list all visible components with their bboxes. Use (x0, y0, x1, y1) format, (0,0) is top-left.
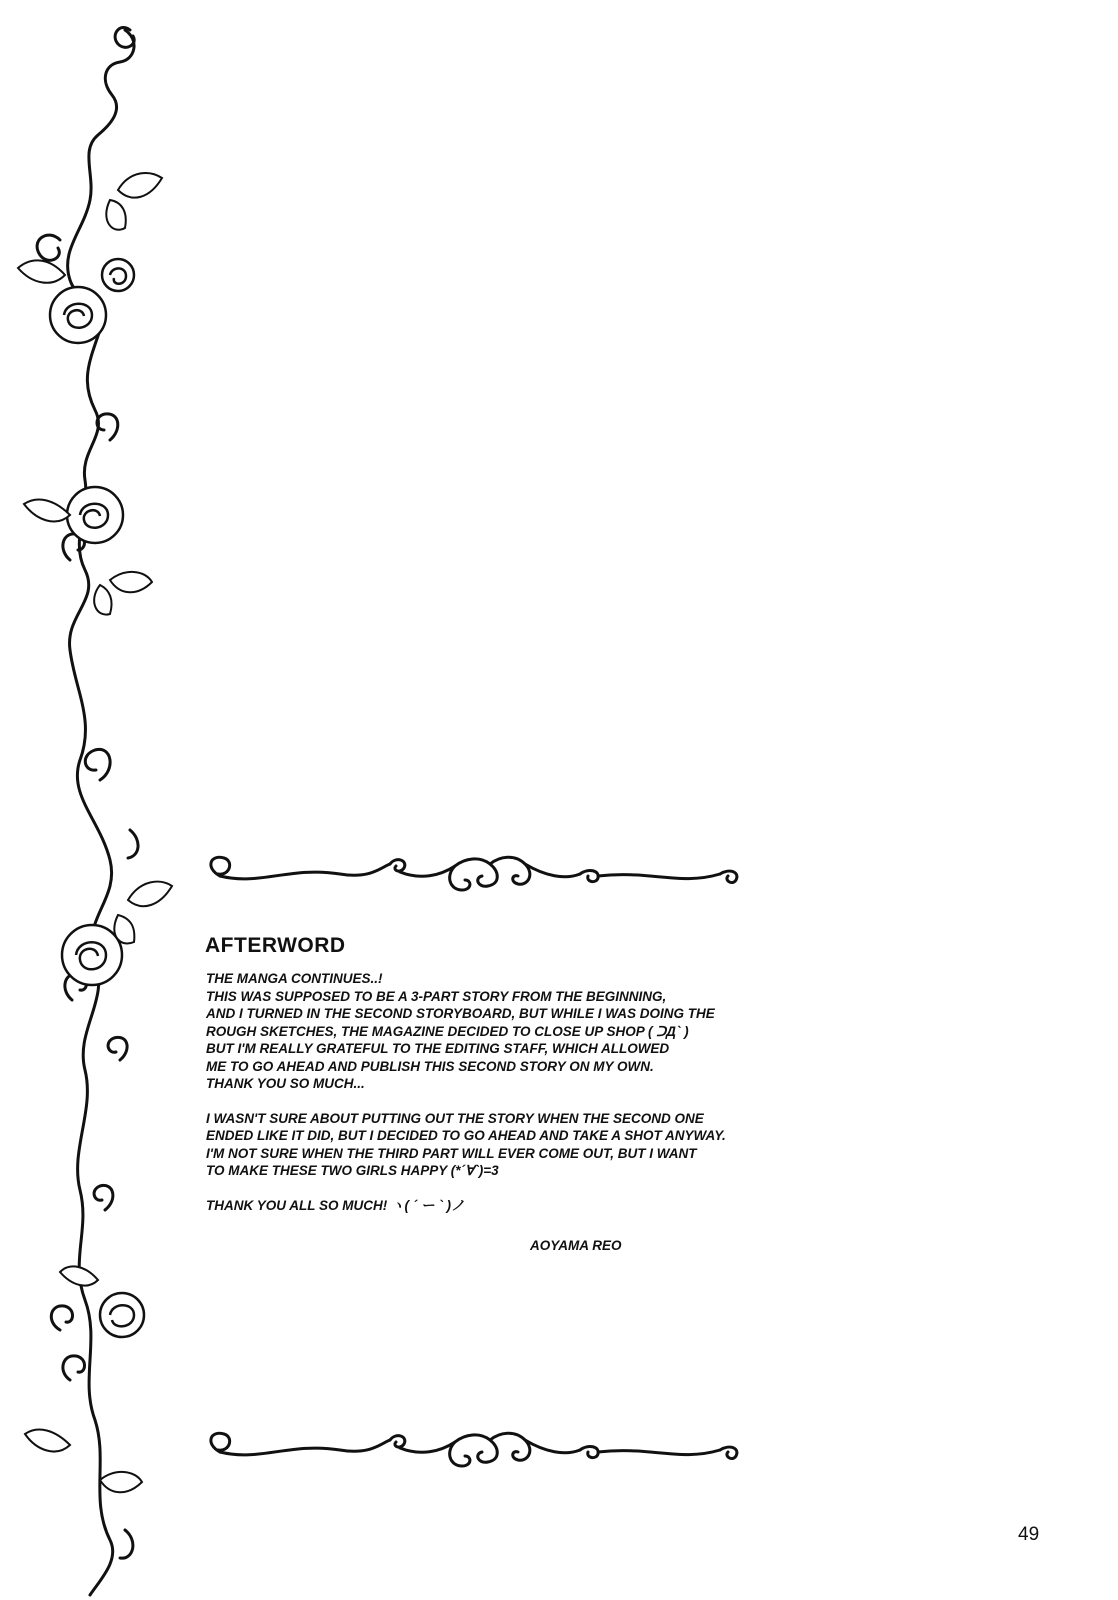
author-signature: AOYAMA REO (530, 1238, 622, 1253)
body-line: ME TO GO AHEAD AND PUBLISH THIS SECOND STORY ON MY OWN. (206, 1058, 654, 1074)
bottom-divider-ornament (200, 1422, 760, 1482)
rose-vine-ornament (0, 0, 190, 1600)
body-line: AND I TURNED IN THE SECOND STORYBOARD, BUT WHILE I WAS DOING THE (206, 1006, 715, 1021)
body-line: THE MANGA CONTINUES..! (206, 971, 383, 986)
afterword-heading: AFTERWORD (205, 934, 346, 957)
body-line: TO MAKE THESE TWO GIRLS HAPPY (*ˊ∀ˋ)=3 (206, 1163, 499, 1178)
body-line: THANK YOU SO MUCH... (206, 1076, 365, 1091)
body-line: I WASN'T SURE ABOUT PUTTING OUT THE STORY WHEN THE SECOND ONE (206, 1110, 704, 1126)
body-line: ROUGH SKETCHES, THE MAGAZINE DECIDED TO CLOSE UP SHOP ( ᑐДˋ ) (206, 1023, 689, 1039)
body-line: BUT I'M REALLY GRATEFUL TO THE EDITING STAFF, WHICH ALLOWED (206, 1041, 670, 1056)
body-line: ENDED LIKE IT DID, BUT I DECIDED TO GO AHEAD AND TAKE A SHOT ANYWAY. (206, 1128, 726, 1143)
afterword-body (206, 970, 826, 1214)
body-line: THIS WAS SUPPOSED TO BE A 3-PART STORY FROM THE BEGINNING, (206, 988, 667, 1004)
page-number: 49 (1018, 1524, 1040, 1545)
body-line: THANK YOU ALL SO MUCH! ヽ( ˊ ー ˋ )ノ (206, 1197, 465, 1213)
top-divider-ornament (200, 846, 760, 906)
body-line: I'M NOT SURE WHEN THE THIRD PART WILL EVER COME OUT, BUT I WANT (206, 1145, 697, 1161)
